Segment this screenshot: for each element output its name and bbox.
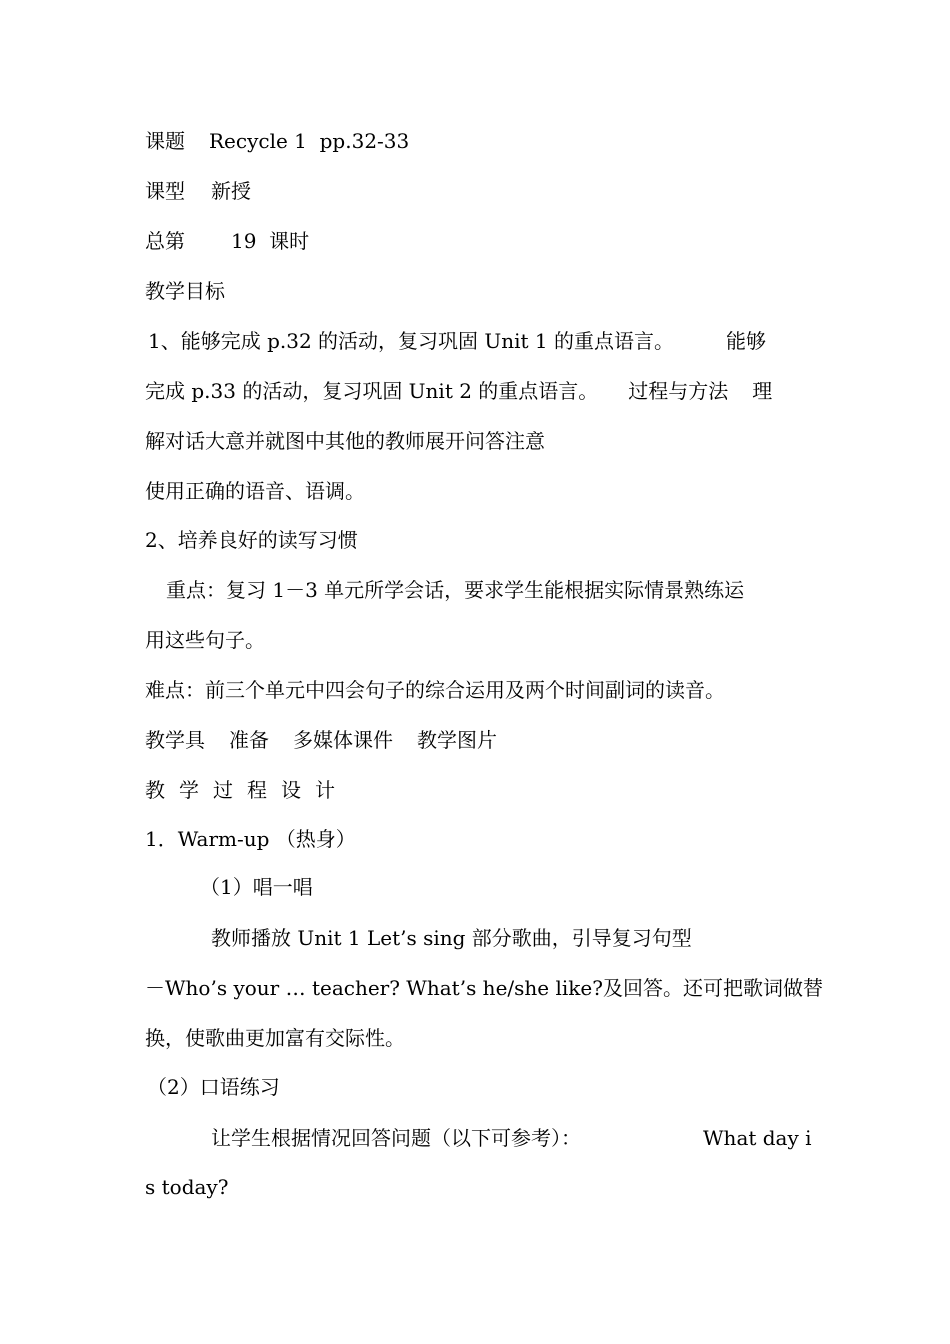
total-line	[145, 227, 309, 255]
objective-line-5: 2、培养良好的读写习惯	[145, 528, 358, 552]
objective-line-1	[148, 327, 766, 355]
step1-sub2-line-1: 让学生根据情况回答问题（以下可参考）：	[211, 1126, 581, 1150]
step1-sub2-question-end: s today?	[145, 1175, 229, 1199]
step1-sub2-question-start: What day i	[703, 1126, 812, 1150]
topic-value: Recycle 1 pp.32-33	[209, 129, 410, 153]
objectives-heading: 教学目标	[145, 279, 225, 303]
process-heading: 教学过程设计	[145, 778, 349, 802]
process-method-label: 过程与方法	[628, 379, 729, 403]
total-value: 19 课时	[231, 229, 310, 253]
topic-label: 课题	[145, 129, 185, 153]
step1-sub1-line-3: 换，使歌曲更加富有交际性。	[145, 1026, 405, 1050]
objective-line-2	[145, 377, 772, 405]
objective-line-1-tail: 能够	[726, 329, 767, 353]
focus-line-1: 重点：复习 1－3 单元所学会话，要求学生能根据实际情景熟练运	[166, 578, 745, 602]
materials-item-1: 多媒体课件	[293, 728, 393, 752]
objective-line-3: 解对话大意并就图中其他的教师展开问答注意	[145, 429, 545, 453]
objective-line-4: 使用正确的语音、语调。	[145, 479, 365, 503]
step1-title: 1．Warm-up （热身）	[145, 827, 356, 851]
materials-item-2: 教学图片	[417, 728, 497, 752]
step1-sub1-line-1: 教师播放 Unit 1 Let’s sing 部分歌曲，引导复习句型	[211, 926, 692, 950]
objective-line-2-tail: 理	[752, 379, 773, 403]
step1-sub1-line-2: －Who’s your … teacher? What’s he/she like?及回答。还可把歌词做替	[145, 976, 823, 1000]
materials-label-2: 准备	[229, 728, 269, 752]
objective-line-1-text: 1、能够完成 p.32 的活动，复习巩固 Unit 1 的重点语言。	[148, 329, 675, 353]
difficulty-line: 难点：前三个单元中四会句子的综合运用及两个时间副词的读音。	[145, 678, 725, 702]
topic-line	[145, 127, 409, 155]
type-line	[145, 177, 251, 205]
materials-line	[145, 726, 497, 754]
objective-line-2-text: 完成 p.33 的活动，复习巩固 Unit 2 的重点语言。	[145, 379, 599, 403]
type-label: 课型	[145, 179, 185, 203]
step1-sub1-title: （1）唱一唱	[200, 875, 313, 899]
total-label: 总第	[145, 229, 185, 253]
type-value: 新授	[211, 179, 251, 203]
focus-line-2: 用这些句子。	[145, 628, 265, 652]
materials-label-1: 教学具	[145, 728, 205, 752]
step1-sub2-title: （2）口语练习	[147, 1075, 280, 1099]
